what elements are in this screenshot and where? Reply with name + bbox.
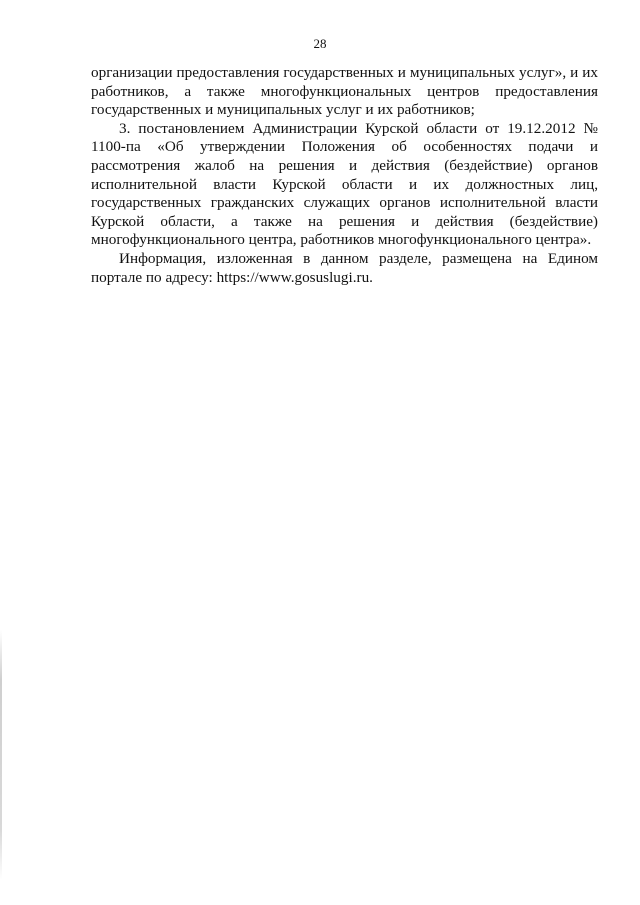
page-number: 28 — [313, 36, 327, 51]
scan-edge-shadow — [0, 630, 2, 880]
document-body — [91, 64, 598, 287]
paragraph-continuation: организации предоставления государственных и муниципальных услуг», и их работников, а также многофункциональных центров предоставления государственных и муниципальных услуг и их работников; — [91, 64, 598, 119]
paragraph-item-3: 3. постановлением Администрации Курской области от 19.12.2012 № 1100-па «Об утверждении Положения об особенностях подачи и рассмотрения жалоб на решения и действия (бездействие) органов исполнительной власти Курской области и их должностных лиц, государственных гражданских служащих органов исполнительной власти Курской области, а также на решения и действия (бездействие) многофункционального центра, работников многофункционального центра». — [91, 119, 598, 249]
paragraph-information: Информация, изложенная в данном разделе, размещена на Едином портале по адресу: https://www.gosuslugi.ru. — [91, 249, 598, 286]
